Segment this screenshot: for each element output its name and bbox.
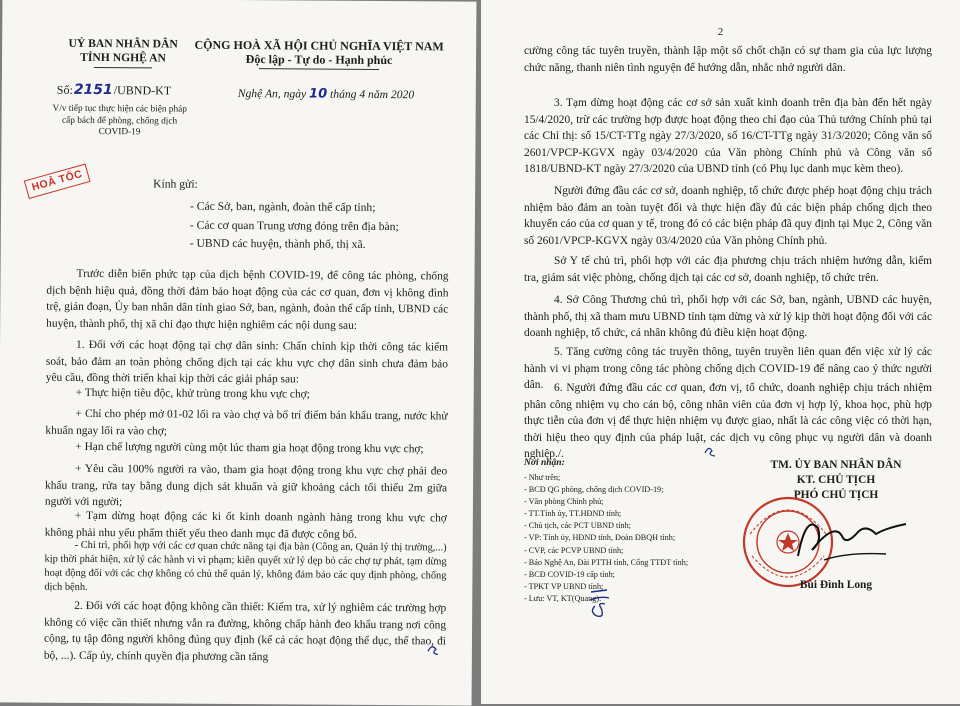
body-paragraph: 3. Tạm dừng hoạt động các cơ sở sản xuất kinh doanh trên địa bàn đến hết ngày 15/4/2020, trừ các trường hợp được hoạt động theo chỉ đạo của Thủ tướng Chính phủ tại các Chỉ thị: số 15/CT-TTg ngày 27/3/2020, số 16/CT-TTg ngày 31/3/2020; Công văn số 2601/VPCP-KGVX ngày 03/4/2020 của Văn phòng Chính phủ và Công văn số 1818/UBND-KT ngày 27/3/2020 của UBND tỉnh (có Phụ lục danh mục kèm theo). xyxy=(524,97,932,176)
body-paragraph: Sở Y tế chủ trì, phối hợp với các địa phương chịu trách nhiệm hướng dẫn, kiểm tra, giám sát việc phòng, chống dịch tại các cơ sở, doanh nghiệp, tổ chức trên. xyxy=(524,255,932,284)
recipient-item: - UBND các huyện, thành phố, thị xã. xyxy=(189,236,366,251)
doc-number-suffix: /UBND-KT xyxy=(113,83,172,98)
body-paragraph: 5. Tăng cường công tác truyền thông, tuyên truyền liên quan đến việc xử lý các hành vi vi phạm trong công tác phòng chống dịch COVID-19 để nâng cao ý thức người dân. xyxy=(524,346,932,392)
recipient-item: - Văn phòng Chính phủ; xyxy=(524,497,604,507)
recipient-item: - BCĐ QG phòng, chống dịch COVID-19; xyxy=(524,485,664,495)
sign-line-3: PHÓ CHỦ TỊCH xyxy=(793,489,879,501)
document-subject: V/v tiếp tục thực hiện các biện pháp cấp bách để phòng, chống dịch COVID-19 xyxy=(52,103,187,138)
sign-line-2: KT. CHỦ TỊCH xyxy=(796,474,876,486)
recipient-item: - Lưu: VT, KT(Quang). xyxy=(524,593,602,603)
body-paragraph: - Chỉ trì, phối hợp với các cơ quan chức năng tại địa bàn (Công an, Quản lý thị trường,...) kịp thời phát hiện, xử lý các hành vi vi phạm; kiên quyết xử lý dẹp bỏ các chợ tự phát, tạm dừng hoạt động đối với các chợ không có chủ thể quản lý, không đảm bảo các quy định phòng, chống dịch bệnh. xyxy=(44,539,447,593)
document-date xyxy=(238,86,414,102)
body-paragraph: + Chỉ cho phép mở 01-02 lối ra vào chợ và bố trí điểm bán khẩu trang, nước khử khuẩn ngay lối ra vào chợ; xyxy=(45,407,448,438)
body-paragraph: cường công tác tuyên truyền, thành lập một số chốt chặn có sự tham gia của lực lượng chức năng, thanh niên tình nguyện để hướng dẫn, nhắc nhở người dân. xyxy=(524,45,932,74)
body-paragraph: + Thực hiện tiêu độc, khử trùng trong khu vực chợ; xyxy=(75,386,310,401)
document-page-1 xyxy=(0,0,476,706)
date-suffix: tháng 4 năm 2020 xyxy=(330,87,415,102)
date-day-handwritten: 10 xyxy=(309,86,328,102)
recipient-item: - VP: Tỉnh ủy, HĐND tỉnh, Đoàn ĐBQH tỉnh; xyxy=(524,533,676,543)
recipient-item: - Các Sở, ban, ngành, đoàn thể cấp tỉnh; xyxy=(189,199,376,214)
motto-underline xyxy=(259,68,379,70)
signer-name: Bùi Đình Long xyxy=(799,579,873,591)
doc-number-prefix: Số: xyxy=(56,82,73,97)
body-paragraph: + Tạm dừng hoạt động các ki ốt kinh doanh ngành hàng trong khu vực chợ không phải nhu yếu phẩm thiết yếu theo danh mục đã được công bố. xyxy=(44,509,447,541)
urgent-stamp: HOẢ TỐC xyxy=(24,163,91,199)
sign-line-1: TM. ỦY BAN NHÂN DÂN xyxy=(770,459,902,471)
recipient-item: - TPKT VP UBND tỉnh; xyxy=(524,581,604,591)
body-paragraph: Trước diễn biến phức tạp của dịch bệnh COVID-19, để công tác phòng, chống dịch bệnh hiệu quả, đồng thời đảm bảo hoạt động của các cơ quan, đơn vị không đình trệ, gián đoạn, Ủy ban nhân dân tỉnh giao Sở, ban, ngành, đoàn thể cấp tỉnh, UBND các huyện, thành phố, thị xã chỉ đạo thực hiện nghiêm các nội dung sau: xyxy=(46,267,449,332)
body-paragraph: 4. Sở Công Thương chủ trì, phối hợp với các Sở, ban, ngành, UBND các huyện, thành phố, thị xã tham mưu UBND tỉnh tạm dừng và xử lý kịp thời hoạt động đối với các doanh nghiệp, tổ chức, cá nhân không đủ điều kiện hoạt động. xyxy=(524,294,932,340)
recipient-item: - Các cơ quan Trung ương đóng trên địa bàn; xyxy=(189,218,399,233)
recipient-item: - Chủ tịch, các PCT UBND tỉnh; xyxy=(524,521,631,531)
agency-name xyxy=(50,37,196,66)
initials-mark-icon xyxy=(426,641,440,657)
recipient-item: - Báo Nghệ An, Đài PTTH tỉnh, Cổng TTĐT tỉnh; xyxy=(524,557,689,567)
body-paragraph: + Hạn chế lượng người cùng một lúc tham gia hoạt động trong khu vực chợ; xyxy=(75,440,424,456)
body-paragraph: 6. Người đứng đầu các cơ quan, đơn vị, tổ chức, doanh nghiệp chịu trách nhiệm phân công nhiệm vụ cho cán bộ, công nhân viên của đơn vị hợp lý, khoa học, phù hợp thực tiễn của đơn vị để thực hiện nhiệm vụ được giao, nhất là các công việc có thời hạn, thời hiệu theo quy định của pháp luật, các dịch vụ công phục vụ người dân và doanh nghiệp./. xyxy=(524,382,932,461)
agency-underline xyxy=(94,67,152,68)
page-number: 2 xyxy=(717,26,724,38)
national-heading xyxy=(190,38,448,68)
recipient-item: - CVP, các PCVP UBND tỉnh; xyxy=(524,545,624,555)
body-paragraph: Người đứng đầu các cơ sở, doanh nghiệp, tổ chức được phép hoạt động chịu trách nhiệm bảo đảm an toàn tuyệt đối và thực hiện đầy đủ các biện pháp chống dịch theo khuyến cáo của cơ quan y tế, trong đó có các biện pháp đã quy định tại Mục 2, Công văn số 2601/VPCP-KGVX ngày 03/4/2020 của Văn phòng Chính phủ. xyxy=(524,185,932,247)
handwritten-signature-icon xyxy=(798,524,906,560)
body-paragraph: + Yêu cầu 100% người ra vào, tham gia hoạt động trong khu vực chợ phải đeo khẩu trang, rửa tay bằng dung dịch sát khuẩn và giữ khoảng cách tối thiểu 2m giữa người với người; xyxy=(44,462,448,509)
body-paragraph: 1. Đối với các hoạt động tại chợ dân sinh: Chấn chỉnh kịp thời công tác kiểm soát, bảo đảm an toàn phòng chống dịch tại các khu vực chợ dân sinh chưa đảm bảo yêu cầu, đồng thời triển khai kịp thời các giải pháp sau: xyxy=(45,338,449,386)
initials-mark-icon xyxy=(703,444,717,458)
motto: Độc lập - Tự do - Hạnh phúc xyxy=(245,52,393,68)
body-paragraph: 2. Đối với các hoạt động không cần thiết: Kiểm tra, xử lý nghiêm các trường hợp không có việc cần thiết nhưng vẫn ra đường, không chấp hành đeo khẩu trang nơi công cộng, tụ tập đông người không đúng quy định (kể cả các hoạt động thể dục, thể thao, đi bộ, ...). Cấp ủy, chính quyền địa phương cần tăng xyxy=(43,599,447,664)
document-number xyxy=(57,82,171,99)
doc-number-handwritten: 2151 xyxy=(73,81,113,99)
recipient-item: - TT.Tỉnh ủy, TT.HĐND tỉnh; xyxy=(524,509,622,519)
recipient-item: - Như trên; xyxy=(524,473,561,482)
kinh-gui-label: Kính gửi: xyxy=(153,177,198,191)
nation-line: CỘNG HOÀ XÃ HỘI CHỦ NGHĨA VIỆT NAM xyxy=(194,37,444,54)
date-prefix: Nghệ An, ngày xyxy=(237,86,307,101)
recipient-list xyxy=(190,198,399,255)
document-page-2 xyxy=(481,0,960,704)
agency-line-2: TỈNH NGHỆ AN xyxy=(80,50,166,65)
recipients-title: Nơi nhận: xyxy=(524,458,565,468)
agency-line-1: UỶ BAN NHÂN DÂN xyxy=(68,36,178,51)
recipient-item: - BCĐ COVID-19 cấp tỉnh; xyxy=(524,569,615,579)
handwritten-initials-icon xyxy=(587,586,615,620)
